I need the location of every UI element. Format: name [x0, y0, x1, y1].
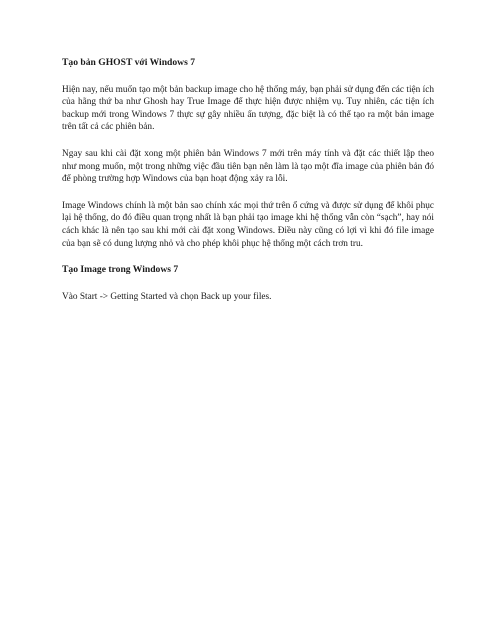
- document-content: [62, 57, 434, 317]
- paragraph-install: Ngay sau khi cài đặt xong một phiên bản Windows 7 mới trên máy tính và đặt các thiết lập theo như mong muốn, một trong những việc đầu tiên bạn nên làm là tạo một đĩa image của phiên bản đó để phòng trường hợp Windows của bạn hoạt động xảy ra lỗi.: [62, 148, 434, 185]
- paragraph-intro: Hiện nay, nếu muốn tạo một bản backup image cho hệ thống máy, bạn phải sử dụng đến các tiện ích của hãng thứ ba như Ghosh hay True Image để thực hiện được nhiệm vụ. Tuy nhiên, các tiện ích backup mới trong Windows 7 thực sự gây nhiều ấn tượng, đặc biệt là có thể tạo ra một bản image trên tất cả các phiên bản.: [62, 84, 434, 133]
- section-heading-create-image: Tạo Image trong Windows 7: [62, 264, 179, 276]
- paragraph-start-steps: Vào Start -> Getting Started và chọn Back up your files.: [62, 291, 272, 302]
- section-heading-ghost: Tạo bản GHOST với Windows 7: [62, 57, 196, 68]
- paragraph-image-explain: Image Windows chính là một bản sao chính xác mọi thứ trên ổ cứng và được sử dụng để khôi phục lại hệ thống, do đó điều quan trọng nhất là bạn phải tạo image khi hệ thống vẫn còn “sạch”, hay nói cách khác là nên tạo sau khi mới cài đặt xong Windows. Điều này cũng có lợi vì khi đó file image của bạn sẽ có dung lượng nhỏ và cho phép khôi phục hệ thống một cách trơn tru.: [62, 200, 434, 249]
